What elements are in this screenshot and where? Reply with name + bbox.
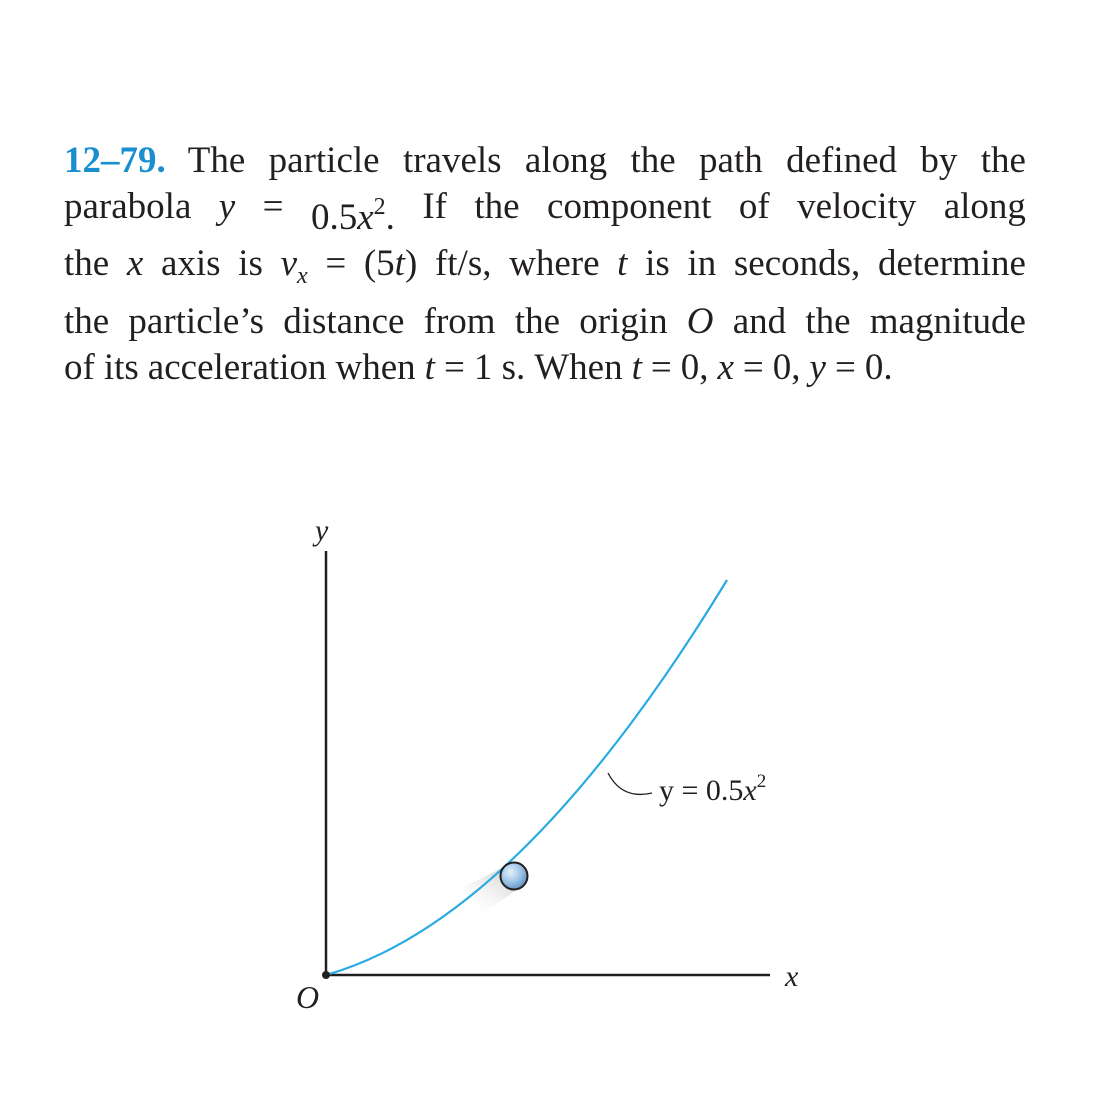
word: is: [645, 243, 670, 284]
word: by: [920, 140, 958, 181]
x-axis-label: x: [785, 960, 799, 993]
value: 0.: [864, 347, 893, 388]
word: from: [423, 301, 496, 342]
word: The: [187, 140, 246, 181]
word: particle: [268, 140, 380, 181]
word: origin: [579, 301, 668, 342]
word: is: [238, 243, 263, 284]
y-axis-label: y: [315, 514, 329, 547]
equals-sign: =: [742, 347, 764, 388]
expr-part: (5: [363, 243, 395, 284]
units: ft/s,: [434, 243, 492, 284]
word: in: [687, 243, 717, 284]
word: travels: [402, 140, 502, 181]
word: parabola: [64, 186, 192, 227]
value: 0,: [680, 347, 709, 388]
word: seconds,: [733, 243, 861, 284]
equals-sign: =: [834, 347, 856, 388]
word: component: [547, 186, 712, 227]
problem-number: 12–79.: [64, 140, 166, 181]
word: its: [103, 347, 139, 388]
word: along: [943, 186, 1026, 227]
word: path: [699, 140, 763, 181]
word: axis: [160, 243, 221, 284]
word: magnitude: [869, 301, 1026, 342]
particle-ball: [501, 863, 528, 890]
word: When: [534, 347, 623, 388]
word: of: [64, 347, 95, 388]
var-y: y: [218, 186, 236, 227]
word: the: [980, 140, 1026, 181]
expr-part: ): [404, 243, 418, 284]
var-O: O: [686, 301, 714, 342]
var-t: t: [631, 347, 642, 388]
word: the: [64, 243, 110, 284]
value: 1 s.: [473, 347, 526, 388]
word: particle’s: [128, 301, 265, 342]
equals-sign: =: [650, 347, 672, 388]
word: the: [630, 140, 676, 181]
var-t: t: [424, 347, 435, 388]
word: defined: [786, 140, 898, 181]
coef: 0.5: [310, 197, 358, 238]
subscript-x: x: [297, 263, 308, 289]
word: when: [335, 347, 416, 388]
word: the: [805, 301, 851, 342]
word: the: [514, 301, 560, 342]
var-y: y: [809, 347, 826, 388]
word: velocity: [797, 186, 917, 227]
equals-sign: =: [443, 347, 465, 388]
word: the: [64, 301, 110, 342]
equals-sign: =: [262, 186, 284, 227]
exponent: 2: [373, 194, 386, 220]
var-x: x: [126, 243, 144, 284]
curve-label-x: x: [743, 774, 757, 807]
curve-equation-label: [659, 771, 766, 807]
word: determine: [877, 243, 1026, 284]
label-leader-line: [608, 773, 652, 794]
word: along: [524, 140, 608, 181]
period: .: [385, 197, 395, 238]
word: of: [738, 186, 770, 227]
curve-label-prefix: y = 0.5: [659, 774, 744, 807]
value: 0,: [772, 347, 801, 388]
word: If: [422, 186, 447, 227]
word: distance: [283, 301, 405, 342]
var-v: v: [280, 243, 297, 284]
origin-point: [322, 971, 330, 979]
equals-sign: =: [325, 243, 347, 284]
word: where: [509, 243, 600, 284]
word: acceleration: [147, 347, 327, 388]
var-x: x: [357, 197, 374, 238]
var-t: t: [617, 243, 628, 284]
origin-label: O: [296, 979, 320, 1015]
word: the: [474, 186, 520, 227]
var-x: x: [717, 347, 734, 388]
word: and: [732, 301, 787, 342]
curve-label-exponent: 2: [756, 771, 767, 792]
var-t: t: [394, 243, 405, 284]
